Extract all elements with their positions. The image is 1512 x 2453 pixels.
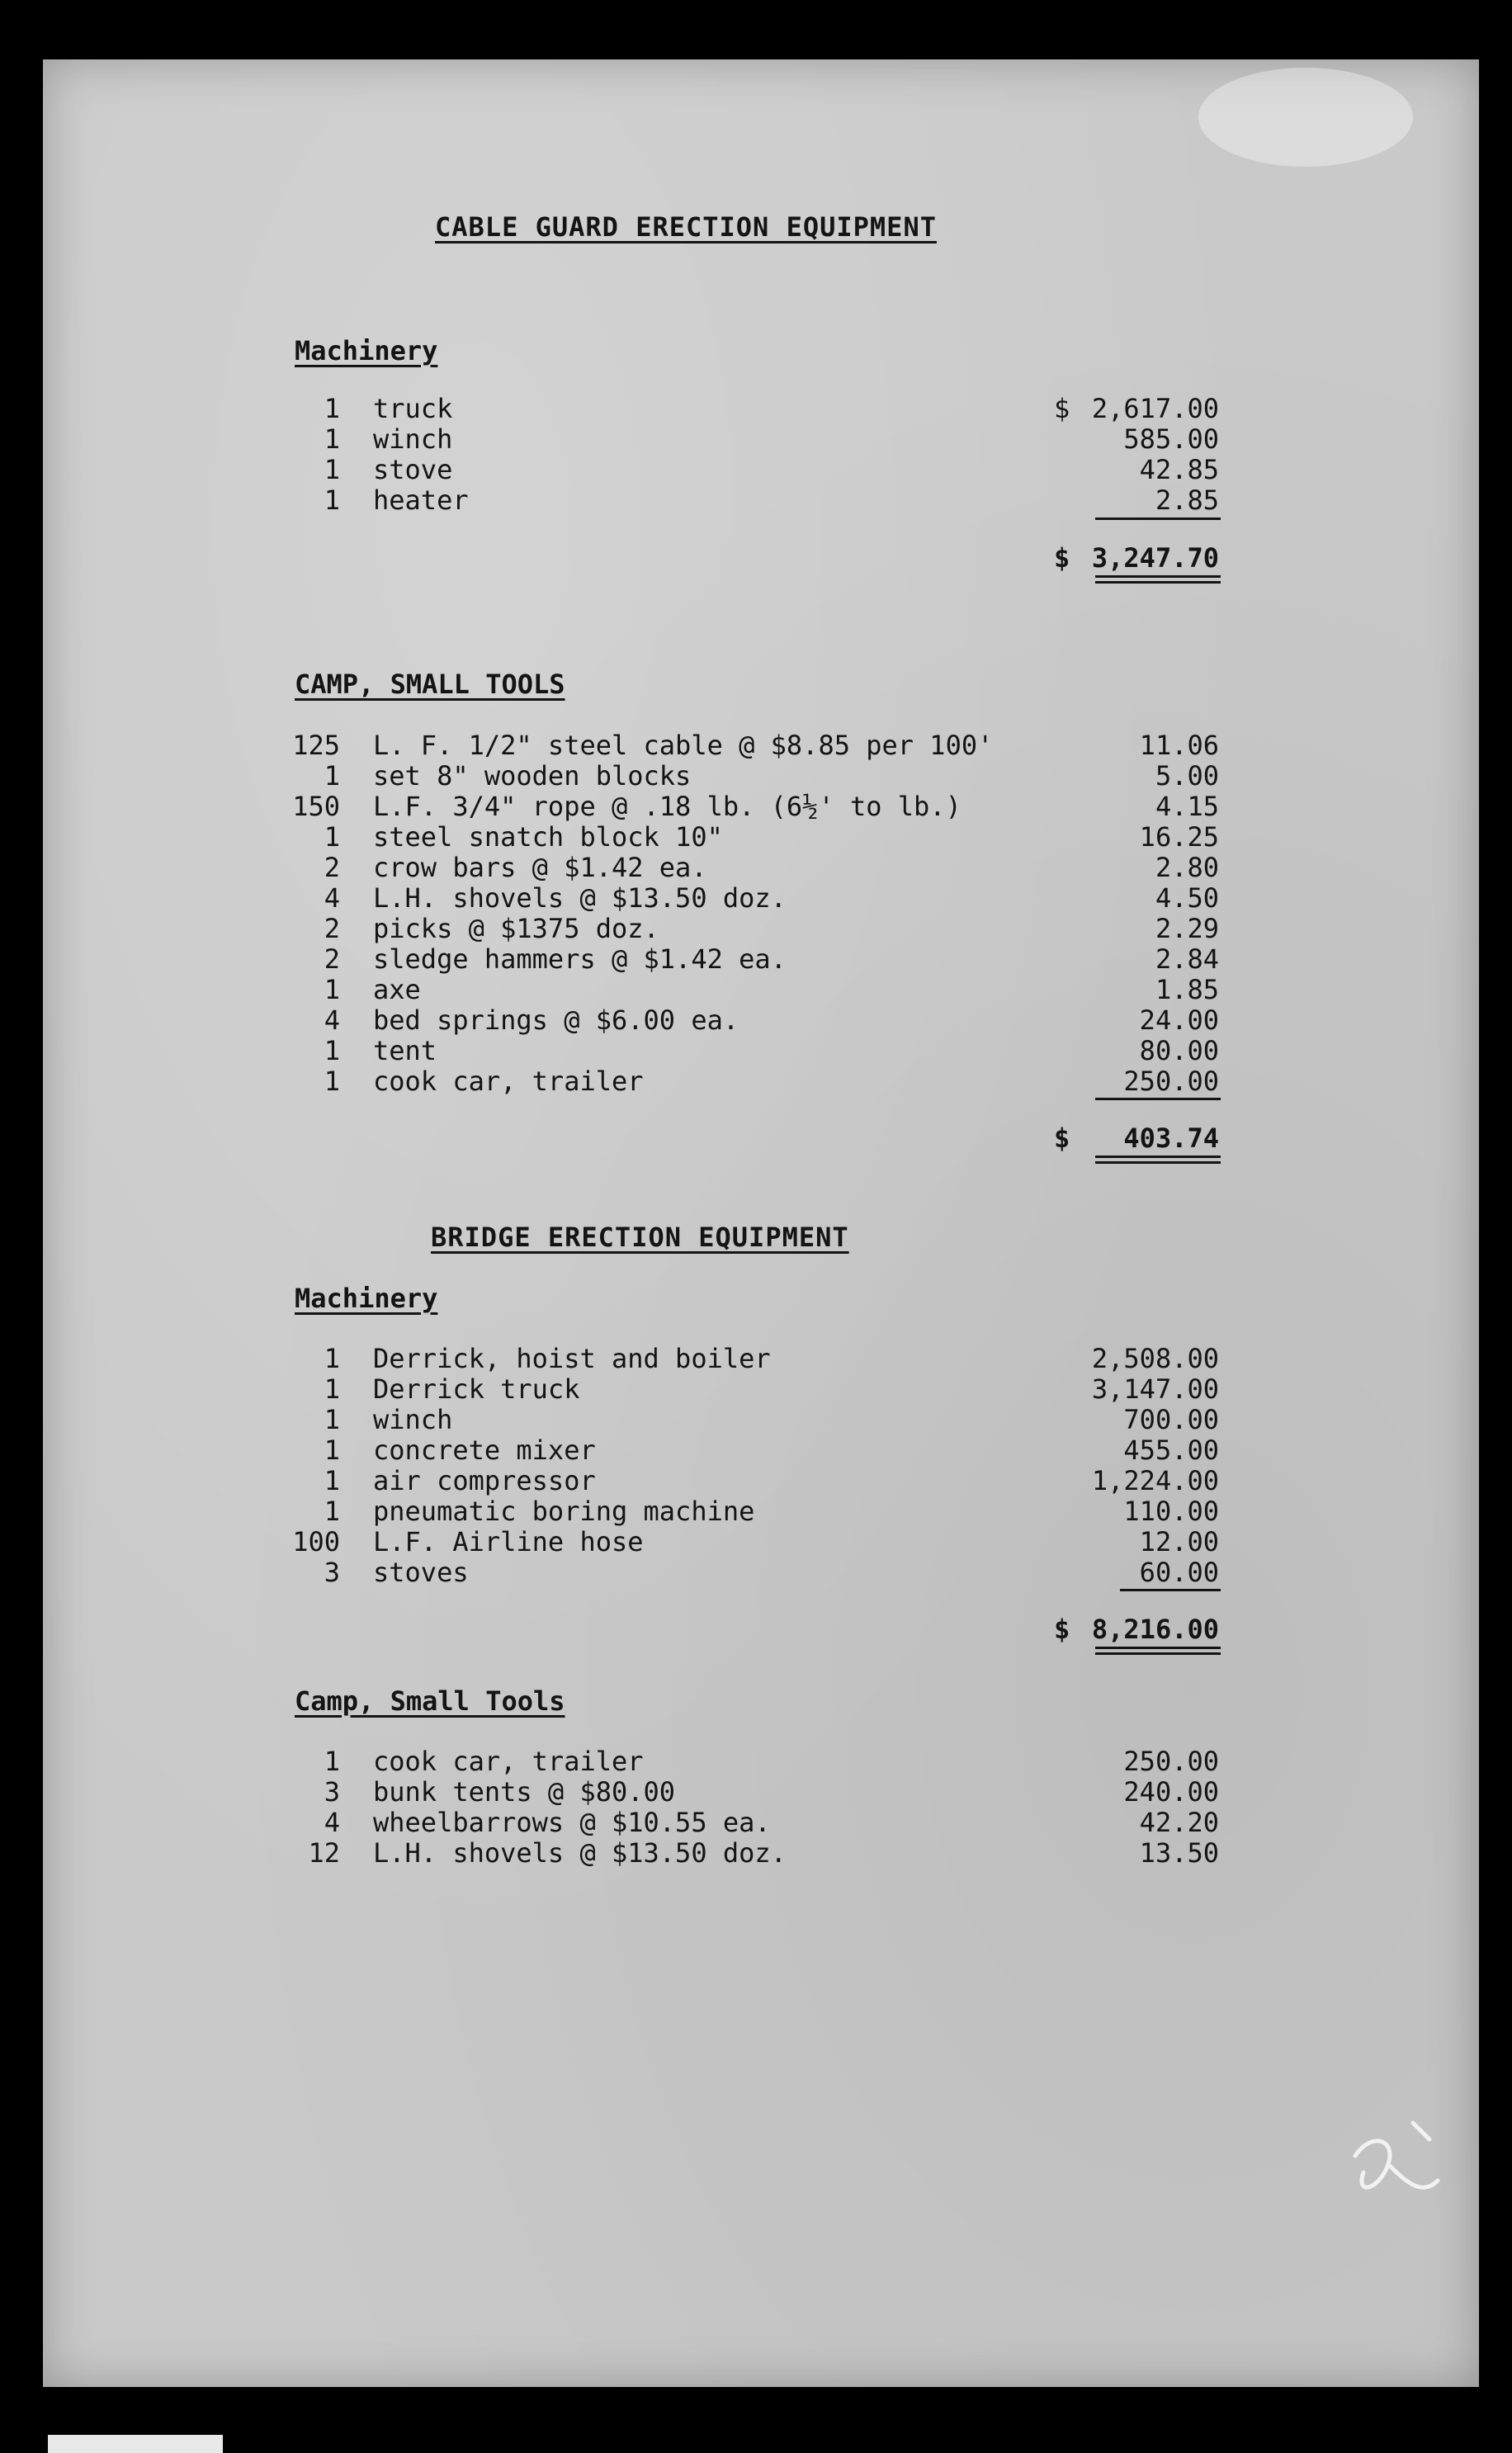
- item-qty: 1: [324, 1343, 340, 1374]
- item-qty: 1: [324, 454, 340, 485]
- item-desc: Derrick truck: [373, 1373, 580, 1405]
- item-desc: truck: [373, 393, 453, 424]
- item-qty: 1: [324, 760, 340, 792]
- total-rule: [1095, 575, 1221, 578]
- item-qty: 2: [324, 913, 340, 944]
- item-desc: pneumatic boring machine: [373, 1496, 755, 1527]
- list-item: [43, 791, 1479, 820]
- item-qty: 100: [292, 1526, 340, 1557]
- handwritten-mark-icon: [1339, 2106, 1454, 2238]
- list-item: [43, 1035, 1479, 1065]
- item-qty: 1: [324, 1404, 340, 1435]
- item-amount: 250.00: [1123, 1066, 1219, 1097]
- bridge-erection-title: BRIDGE ERECTION EQUIPMENT: [431, 1222, 849, 1253]
- bridge-machinery-total: [43, 1614, 1479, 1643]
- list-item: [43, 821, 1479, 851]
- item-desc: steel snatch block 10": [373, 821, 723, 853]
- item-qty: 1: [324, 974, 340, 1005]
- item-qty: 12: [308, 1837, 340, 1869]
- list-item: [43, 454, 1479, 484]
- item-desc: picks @ $1375 doz.: [373, 913, 659, 944]
- total-amount: 8,216.00: [1091, 1614, 1219, 1645]
- cable-machinery-heading: Machinery: [295, 335, 438, 366]
- total-amount: 403.74: [1123, 1123, 1219, 1154]
- item-amount: 2,617.00: [1091, 393, 1219, 424]
- item-amount: 2.80: [1155, 852, 1219, 883]
- subtotal-rule: [1095, 518, 1221, 520]
- list-item: [43, 1776, 1479, 1806]
- dollar-sign: $: [1054, 393, 1070, 424]
- item-desc: concrete mixer: [373, 1434, 596, 1466]
- item-amount: 3,147.00: [1091, 1373, 1219, 1405]
- list-item: [43, 913, 1479, 943]
- item-qty: 4: [324, 1807, 340, 1838]
- item-amount: 2,508.00: [1091, 1343, 1219, 1374]
- item-desc: L.H. shovels @ $13.50 doz.: [373, 1837, 787, 1869]
- list-item: [43, 1746, 1479, 1775]
- item-amount: 13.50: [1139, 1837, 1219, 1869]
- item-qty: 150: [292, 791, 340, 822]
- item-desc: bed springs @ $6.00 ea.: [373, 1004, 739, 1036]
- item-amount: 42.20: [1139, 1807, 1219, 1838]
- item-desc: air compressor: [373, 1465, 596, 1496]
- list-item: [43, 1465, 1479, 1495]
- item-amount: 2.29: [1155, 913, 1219, 944]
- total-rule: [1095, 1647, 1221, 1649]
- item-desc: crow bars @ $1.42 ea.: [373, 852, 707, 883]
- list-item: [43, 852, 1479, 881]
- item-desc: L. F. 1/2" steel cable @ $8.85 per 100': [373, 730, 994, 761]
- dollar-sign: $: [1054, 542, 1070, 574]
- item-desc: set 8" wooden blocks: [373, 760, 692, 792]
- list-item: [43, 882, 1479, 912]
- cable-machinery-total: [43, 542, 1479, 572]
- list-item: [43, 943, 1479, 973]
- item-qty: 1: [324, 1035, 340, 1066]
- list-item: [43, 1434, 1479, 1464]
- total-rule: [1095, 1156, 1221, 1158]
- item-desc: cook car, trailer: [373, 1746, 644, 1777]
- item-desc: Derrick, hoist and boiler: [373, 1343, 771, 1374]
- item-amount: 240.00: [1123, 1776, 1219, 1808]
- item-qty: 1: [324, 1465, 340, 1496]
- item-qty: 2: [324, 943, 340, 975]
- item-amount: 12.00: [1139, 1526, 1219, 1557]
- total-amount: 3,247.70: [1091, 542, 1219, 574]
- item-qty: 1: [324, 1496, 340, 1527]
- list-item: [43, 1404, 1479, 1434]
- bridge-machinery-heading: Machinery: [295, 1283, 438, 1314]
- list-item: [43, 730, 1479, 759]
- item-qty: 1: [324, 1434, 340, 1466]
- document-page: [43, 59, 1479, 2387]
- list-item: [43, 1807, 1479, 1836]
- item-amount: 5.00: [1155, 760, 1219, 792]
- item-qty: 3: [324, 1776, 340, 1808]
- total-rule: [1095, 581, 1221, 584]
- item-amount: 11.06: [1139, 730, 1219, 761]
- item-amount: 2.84: [1155, 943, 1219, 975]
- item-desc: bunk tents @ $80.00: [373, 1776, 676, 1808]
- item-qty: 4: [324, 1004, 340, 1036]
- item-qty: 1: [324, 1066, 340, 1097]
- item-amount: 250.00: [1123, 1746, 1219, 1777]
- list-item: [43, 1066, 1479, 1095]
- item-amount: 455.00: [1123, 1434, 1219, 1466]
- item-qty: 1: [324, 393, 340, 424]
- item-amount: 80.00: [1139, 1035, 1219, 1066]
- item-amount: 700.00: [1123, 1404, 1219, 1435]
- item-amount: 16.25: [1139, 821, 1219, 853]
- total-rule: [1095, 1161, 1221, 1164]
- item-desc: stove: [373, 454, 453, 485]
- item-amount: 24.00: [1139, 1004, 1219, 1036]
- item-amount: 1.85: [1155, 974, 1219, 1005]
- item-desc: stoves: [373, 1557, 469, 1588]
- bridge-tools-heading: Camp, Small Tools: [295, 1685, 565, 1717]
- item-desc: cook car, trailer: [373, 1066, 644, 1097]
- item-qty: 1: [324, 1373, 340, 1405]
- list-item: [43, 1496, 1479, 1525]
- item-desc: tent: [373, 1035, 437, 1066]
- item-amount: 4.50: [1155, 882, 1219, 914]
- item-qty: 3: [324, 1557, 340, 1588]
- item-desc: heater: [373, 484, 469, 516]
- item-amount: 585.00: [1123, 423, 1219, 455]
- total-rule: [1095, 1652, 1221, 1655]
- list-item: [43, 1373, 1479, 1403]
- item-desc: winch: [373, 1404, 453, 1435]
- item-amount: 1,224.00: [1091, 1465, 1219, 1496]
- subtotal-rule: [1095, 1098, 1221, 1100]
- item-amount: 2.85: [1155, 484, 1219, 516]
- item-qty: 1: [324, 484, 340, 516]
- list-item: [43, 484, 1479, 514]
- item-qty: 2: [324, 852, 340, 883]
- dollar-sign: $: [1054, 1614, 1070, 1645]
- item-qty: 4: [324, 882, 340, 914]
- item-amount: 60.00: [1139, 1557, 1219, 1588]
- list-item: [43, 423, 1479, 453]
- subtotal-rule: [1120, 1589, 1221, 1591]
- dollar-sign: $: [1054, 1123, 1070, 1154]
- cable-tools-heading: CAMP, SMALL TOOLS: [295, 669, 565, 700]
- item-desc: sledge hammers @ $1.42 ea.: [373, 943, 787, 975]
- item-qty: 1: [324, 423, 340, 455]
- list-item: [43, 974, 1479, 1004]
- item-desc: axe: [373, 974, 421, 1005]
- item-qty: 1: [324, 1746, 340, 1777]
- item-desc: winch: [373, 423, 453, 455]
- cable-guard-title: CABLE GUARD ERECTION EQUIPMENT: [435, 211, 937, 243]
- item-amount: 42.85: [1139, 454, 1219, 485]
- list-item: [43, 393, 1479, 423]
- item-qty: 125: [292, 730, 340, 761]
- item-desc: L.H. shovels @ $13.50 doz.: [373, 882, 787, 914]
- list-item: [43, 1004, 1479, 1034]
- list-item: [43, 760, 1479, 790]
- item-amount: 4.15: [1155, 791, 1219, 822]
- list-item: [43, 1526, 1479, 1556]
- scan-edge-tab: [48, 2435, 223, 2453]
- item-desc: L.F. 3/4" rope @ .18 lb. (6½' to lb.): [373, 791, 962, 822]
- item-qty: 1: [324, 821, 340, 853]
- list-item: [43, 1343, 1479, 1373]
- cable-tools-total: [43, 1123, 1479, 1152]
- equipment-list: [43, 59, 1479, 2387]
- item-desc: wheelbarrows @ $10.55 ea.: [373, 1807, 771, 1838]
- list-item: [43, 1557, 1479, 1586]
- list-item: [43, 1837, 1479, 1867]
- item-amount: 110.00: [1123, 1496, 1219, 1527]
- item-desc: L.F. Airline hose: [373, 1526, 644, 1557]
